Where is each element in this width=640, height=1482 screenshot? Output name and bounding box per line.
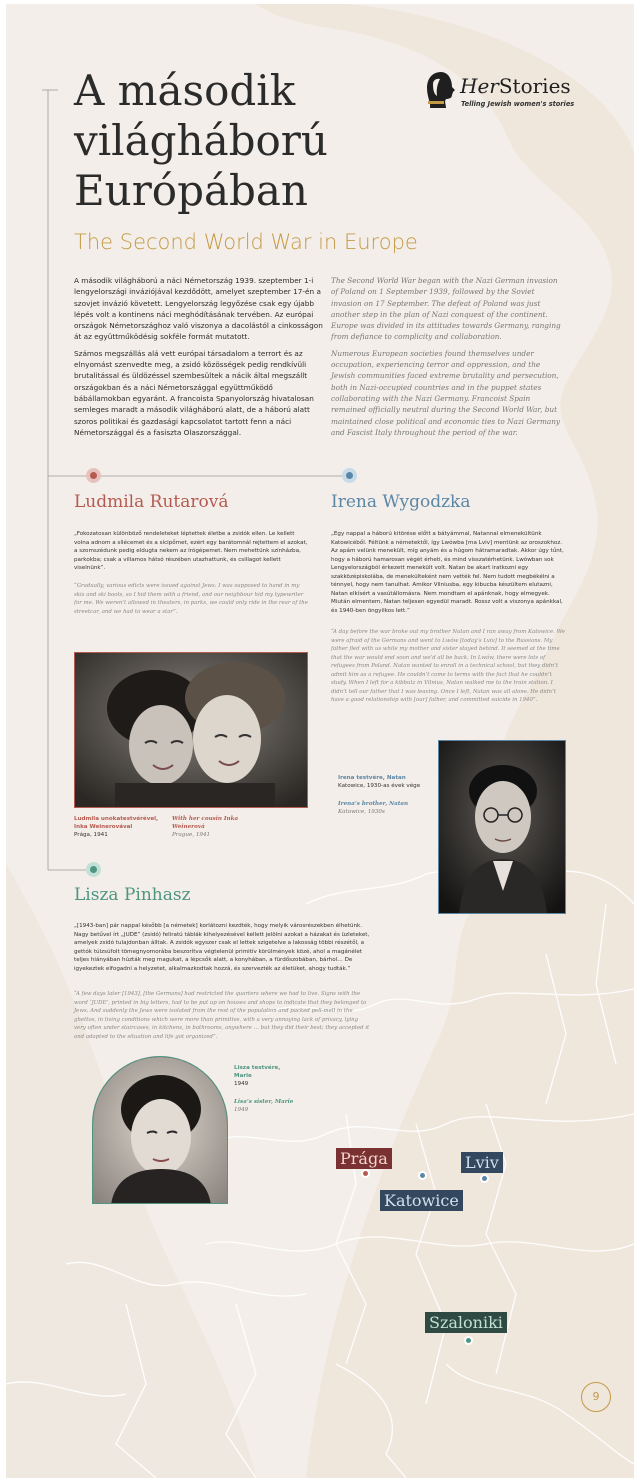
logo-stories: Stories (498, 74, 571, 98)
lisza-timeline-dot (86, 862, 101, 877)
ludmila-caption-en (172, 815, 252, 839)
lisza-quote-en: “A few days later [1943], [the Germans] had restricted the quarters where we had to live. Signs with the word ‘JUDE’, printed in big letters, had to be put up on houses and shops to indicate that they belonged to Jews. And suddenly the Jews were isolated from the rest of the population and packed pell-mell in the ghettos, in living conditions which were more than primitive, with a very annoying lack of privacy, lying very often under staircases, in kitchens, in bathrooms, anywhere … but they did their best; they accepted it and adapted to the situation and life got organized”. (74, 991, 370, 1040)
irena-name: Irena Wygodzka (331, 492, 471, 512)
natan-photo-image (439, 741, 566, 914)
irena-caption-en (338, 800, 434, 816)
irena-quote-hu: „Egy nappal a háború kitörése előtt a bátyámmal, Natannal elmenekültünk Katowicéből. Féltünk a németektől, így Lwówba [ma Lviv] mentünk az oroszokhoz. Az apám velünk menekült, míg anyám és a húgom hátramaradtak. Akkor úgy tűnt, hogy a háború hamarosan végét érheti, és mind visszatérhetünk. Lwówban sok Lengyelországból érkezett menekült volt. Natan be akart iratkozni egy szakközépiskolába, de menekülteként nem vették fel. Nem tudott megbékélni a ténnyel, hogy nem tanulhat. Amikor Vilniusba, egy kibucba készültem elutazni, Natan elkísért a vasútállomásra. Nem mondtam el apánknak, hogy elmegyek. Miután elmentem, Natan teljesen egyedül maradt. Rossz volt a viszonya apánkkal, és 1940-ben öngyilkos lett.” (331, 531, 564, 614)
ludmila-timeline-dot (86, 468, 101, 483)
map-dot-katowice (418, 1171, 427, 1180)
ludmila-caption-hu-place: Prága, 1941 (74, 832, 108, 838)
map-city-katowice: Katowice (380, 1190, 463, 1211)
ludmila-name: Ludmila Rutarová (74, 492, 229, 512)
intro-hu-paragraph-1: A második világháború a náci Németország 1939. szeptember 1-i lengyelországi inváziójával kezdődött, amelyet szeptember 17-én a szovjet invázió követett. Lengyelország legyőzése csak egy újabb lépés volt a kontinens náci meghódításának tervében. Az európai országok Németországhoz való viszonya a dacolástól a cinkosságon át az együttműködésig sokféle formát mutatott. (74, 276, 323, 342)
page-title-hu (74, 66, 328, 216)
ludmila-quote-en: “Gradually, various edicts were issued against Jews. I was supposed to hand in my skis and ski boots, so I hid them with a friend, and our neighbour hid my typewriter for me. We weren’t allowed in theaters, in parks, we could only ride in the rear of the streetcar, and we had to wear a star”. (74, 583, 308, 615)
lisza-name: Lisza Pinhasz (74, 885, 191, 905)
intro-en (331, 275, 563, 443)
irena-quote-en: “A day before the war broke out my brother Natan and I ran away from Katowice. We were afraid of the Germans and went to Lwów [today’s Lviv] to the Russians. My father fled with us while my mother and sister stayed behind. It seemed at the time that the war would end soon and we’d all be back. In Lwów, there were lots of refugees from Poland. Natan wanted to enroll in a technical school, but they didn’t admit him as a refugee. He couldn’t come to terms with the fact that he couldn’t study. When I left for a kibbutz in Vilnius, Natan walked me to the train station. I didn’t tell our father that I was leaving. Once I left, Natan was all alone. He didn’t have a good relationship with [our] father, and committed suicide in 1940”. (331, 629, 565, 703)
lisza-caption-en (234, 1098, 294, 1114)
irena-caption-en-place: Katowice, 1930s (338, 809, 385, 815)
ludmila-photo-image (75, 653, 308, 808)
ludmila-quote-hu: „Fokozatosan különböző rendeleteket léptettek életbe a zsidók ellen. Le kellett volna adnom a sílécemet és a sícipőmet, ezért egy barátomnál rejtettem el azokat, a szomszédunk pedig eldugta nekem az írógépemet. Nem mehettünk színházba, parkokba; csak a villamos hátsó részében utazhattunk, és csillagot kellett viselnünk”. (74, 531, 308, 571)
poster-panel (6, 4, 634, 1478)
woman-profile-icon (424, 70, 458, 110)
ludmila-photo (74, 652, 308, 808)
map-dot-lviv (480, 1174, 489, 1183)
intro-hu (74, 275, 328, 443)
title-line-1: A második (74, 66, 296, 115)
map-city-lviv: Lviv (461, 1152, 503, 1173)
lisza-caption-hu-title: Lisza testvére, Marie (234, 1065, 281, 1079)
intro-en-paragraph-2: Numerous European societies found themselves under occupation, experiencing terror and oppression, and the Jewish communities faced extreme brutality and persecution, both in Nazi-occupied countries and in the puppet states collaborating with the Nazi Germany. Francoist Spain remained officially neutral during the Second World War, but maintained close political and economic ties to Nazi Germany and Fascist Italy throughout the period of the war. (331, 348, 561, 437)
irena-caption-hu-place: Katowice, 1930-as évek vége (338, 783, 421, 789)
ludmila-caption-hu (74, 815, 170, 839)
logo-her: Her (460, 74, 499, 98)
marie-photo-image (93, 1057, 228, 1204)
lisza-quote-hu: „[1943-ban] pár nappal később [a németek] korlátozni kezdték, hogy melyik városrészekben élhetünk. Nagy betűvel írt „JUDE” (zsidó) feliratú táblák kihelyezésével kellett jelölni azokat a házakat és üzleteket, amelyek zsidó tulajdonban álltak. A zsidók egyszer csak el lettek szigetelve a lakosság többi részétől, a gettók túlzsúfolt tömegnyomorába beszorítva végtelenül primitív körülmények közé, ahol a magánélet teljes hiányában húzták meg magukat, a lépcsők alatt, a konyhában, a fürdőszobában, bárhol… De igyekeztek elfogadni a helyzetet, alkalmazkodtak hozzá, és szervezték az életüket, ahogy tudták.” (74, 923, 370, 972)
ludmila-caption-en-place: Prague, 1941 (172, 832, 211, 838)
ludmila-caption-en-title: With her cousin Inka Weinerová (172, 816, 239, 830)
page-number: 9 (581, 1382, 611, 1412)
page-title-en: The Second World War in Europe (74, 230, 418, 254)
logo-wordmark (460, 74, 571, 98)
natan-photo (438, 740, 566, 914)
map-dot-prague (361, 1169, 370, 1178)
lisza-caption-hu-place: 1949 (234, 1081, 249, 1087)
map-city-prague: Prága (336, 1148, 392, 1169)
irena-caption-en-title: Irena’s brother, Natan (338, 801, 409, 807)
intro-en-paragraph-1: The Second World War began with the Nazi German invasion of Poland on 1 September 1939, followed by the Soviet invasion on 17 September. The defeat of Poland was just another step in the plan of Nazi conquest of the continent. Europe was divided in its attitudes towards Germany, ranging from defiance to complicity and collaboration. (331, 276, 561, 342)
ludmila-caption-hu-title: Ludmila unokatestvérével, Inka Weinerovával (74, 816, 159, 830)
marie-photo (92, 1056, 228, 1204)
title-line-2: világháború (74, 116, 328, 165)
irena-caption-hu-title: Irena testvére, Natan (338, 775, 406, 781)
intro-hu-paragraph-2: Számos megszállás alá vett európai társadalom a terrort és az elnyomást szenvedte meg, a zsidó közösségek pedig rendkívüli brutalitással és üldözéssel szembesültek a nácik által megszállt országokban és a náci Németországgal együttműködő bábállamokban egyaránt. A francoista Spanyolország hivatalosan semleges maradt a második világháború alatt, de a háború alatt szoros politikai és gazdasági kapcsolatot tartott fenn a náci Németországgal és a fasiszta Olaszországgal. (74, 348, 314, 437)
logo-tagline: Telling Jewish women's stories (461, 100, 575, 108)
lisza-caption-en-place: 1949 (234, 1107, 249, 1113)
title-line-3: Európában (74, 166, 308, 215)
irena-caption-hu (338, 774, 434, 790)
lisza-caption-hu (234, 1064, 294, 1088)
lisza-caption-en-title: Lisa’s sister, Marie (234, 1099, 294, 1105)
map-dot-thessaloniki (464, 1336, 473, 1345)
irena-timeline-dot (342, 468, 357, 483)
map-city-thessaloniki: Szaloniki (425, 1312, 507, 1333)
